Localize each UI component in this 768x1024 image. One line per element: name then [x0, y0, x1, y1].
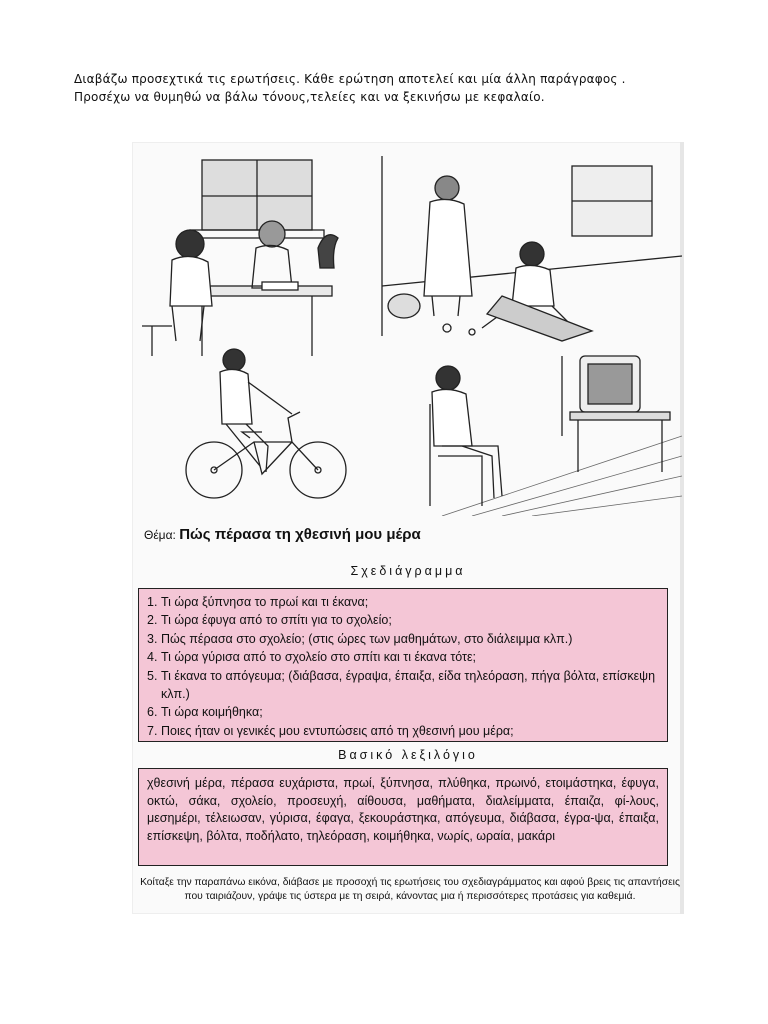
bicycle-scene-illustration	[186, 349, 346, 498]
outline-item-number: 1.	[147, 595, 158, 609]
outline-item-number: 7.	[147, 723, 158, 738]
outline-item	[147, 611, 659, 629]
study-scene-illustration	[142, 160, 338, 356]
outline-item-text: Τι ώρα κοιμήθηκα;	[161, 705, 263, 720]
outline-item	[147, 593, 659, 611]
topic-title: Πώς πέρασα τη χθεσινή μου μέρα	[179, 526, 421, 543]
outline-item-text: Πώς πέρασα στο σχολείο; (στις ώρες των μαθημάτων, στο διάλειμμα κλπ.)	[161, 631, 573, 646]
vocab-heading: Βασικό λεξιλόγιο	[338, 748, 478, 762]
outline-item-text: Τι έκανα το απόγευμα; (διάβασα, έγραψα, έπαιξα, είδα τηλεόραση, πήγα βόλτα, επίσκεψη κλπ.)	[161, 668, 656, 702]
vocab-text: χθεσινή μέρα, πέρασα ευχάριστα, πρωί, ξύπνησα, πλύθηκα, πρωινό, ετοιμάστηκα, έφυγα, οκτώ, σάκα, σχολείο, προσευχή, αίθουσα, μαθήματα, διαλείμματα, έπαιζα, φί-λους, μεσημέρι, τέλειωσαν, γύρισα, έφαγα, ξεκουράστηκα, απόγευμα, διάβασα, έγρα-ψα, έπαιξα, επίσκεψη, βόλτα, ποδήλατο, τηλεόραση, κοιμήθηκα, νωρίς, ωραία, μακάρι	[147, 776, 659, 843]
outline-item-number: 6.	[147, 705, 158, 720]
instructions	[74, 70, 714, 106]
outline-item-number: 4.	[147, 650, 158, 665]
outline-item-text: Τι ώρα γύρισα από το σχολείο στο σπίτι και τι έκανα τότε;	[161, 650, 477, 665]
footnote-instructions: Κοίταξε την παραπάνω εικόνα, διάβασε με προσοχή τις ερωτήσεις του σχεδιαγράμματος και αφού βρεις τις απαντήσεις που ταιριάζουν, γράψε τις ύστερα με τη σειρά, κάνοντας μια ή περισσότερες προτάσεις για καθεμιά.	[140, 877, 680, 902]
outline-box	[138, 588, 668, 742]
outline-item	[147, 703, 659, 721]
topic-line	[144, 526, 421, 543]
outline-heading: Σχεδιάγραμμα	[350, 564, 466, 578]
outline-item-number: 2.	[147, 613, 158, 628]
home-scene-illustration	[382, 156, 682, 341]
outline-item	[147, 630, 659, 648]
scanned-worksheet	[132, 142, 684, 914]
topic-label: Θέμα:	[144, 528, 176, 542]
instruction-line-2: Προσέχω να θυμηθώ να βάλω τόνους,τελείες και να ξεκινήσω με κεφαλαίο.	[74, 90, 545, 104]
outline-item	[147, 648, 659, 666]
outline-item-text: Τι ώρα ξύπνησα το πρωί και τι έκανα;	[161, 595, 369, 609]
outline-item	[147, 722, 659, 740]
outline-item	[147, 667, 659, 704]
instruction-line-1: Διαβάζω προσεχτικά τις ερωτήσεις. Κάθε ερώτηση αποτελεί και μία άλλη παράγραφος .	[74, 72, 626, 86]
outline-item-text: Τι ώρα έφυγα από το σπίτι για το σχολείο;	[161, 613, 392, 628]
outline-list	[147, 593, 659, 740]
illustration-panel	[142, 156, 682, 516]
tv-scene-illustration	[430, 356, 682, 516]
outline-item-number: 5.	[147, 668, 158, 683]
vocab-box	[138, 768, 668, 866]
outline-item-text: Ποιες ήταν οι γενικές μου εντυπώσεις από τη χθεσινή μου μέρα;	[161, 723, 514, 738]
outline-item-number: 3.	[147, 631, 158, 646]
